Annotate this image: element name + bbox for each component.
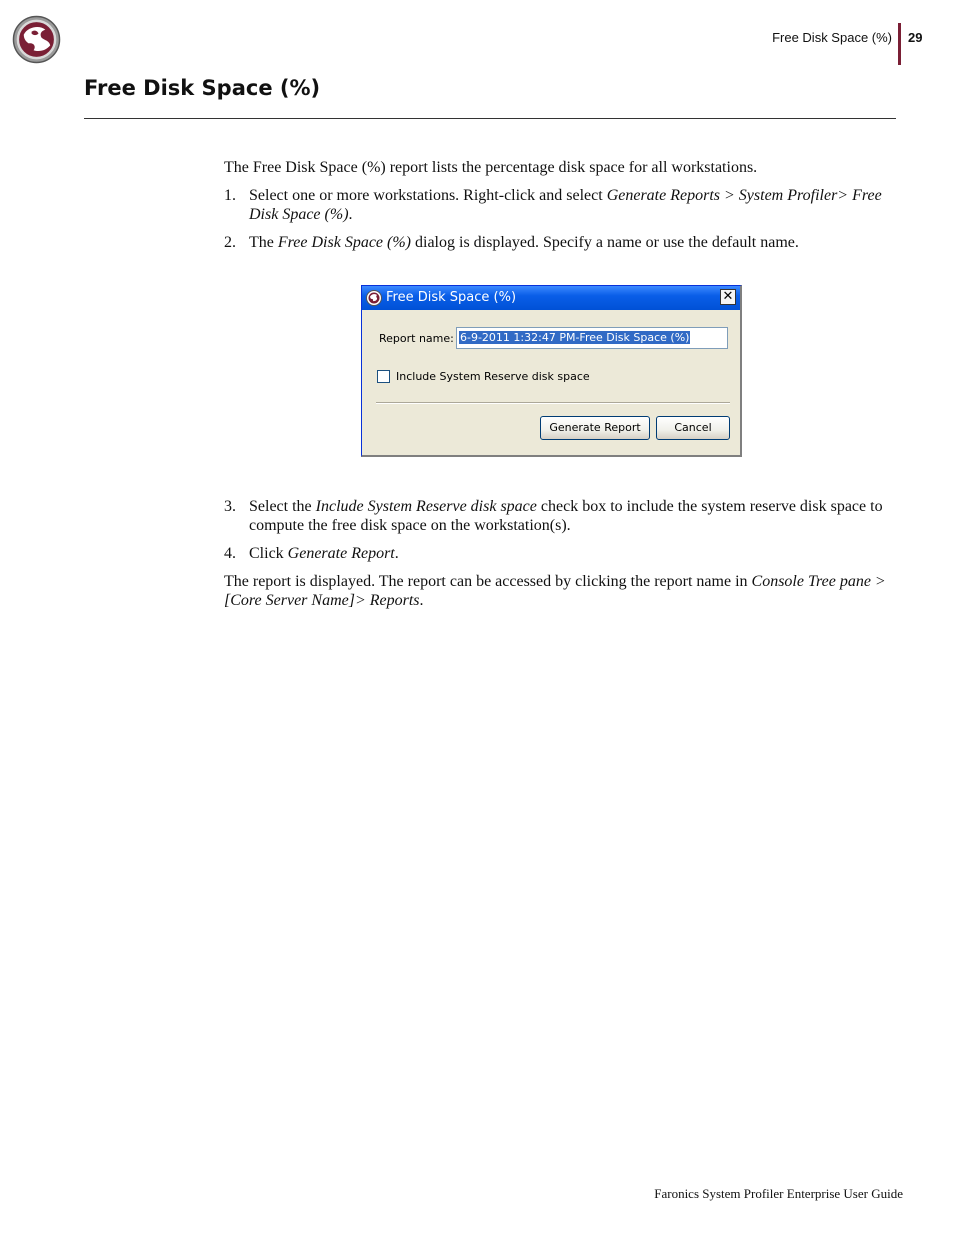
step-text: The bbox=[249, 234, 278, 251]
report-name-value: 6-9-2011 1:32:47 PM-Free Disk Space (%) bbox=[460, 331, 690, 344]
free-disk-space-dialog bbox=[361, 285, 742, 457]
step-text: . bbox=[348, 206, 353, 223]
dialog-title: Free Disk Space (%) bbox=[386, 290, 517, 305]
close-icon: ✕ bbox=[722, 289, 734, 304]
faronics-logo-icon bbox=[12, 15, 61, 64]
step-number: 3. bbox=[224, 498, 236, 515]
step-2 bbox=[224, 233, 896, 252]
report-name-label: Report name: bbox=[379, 332, 454, 345]
page-footer: Faronics System Profiler Enterprise User Guide bbox=[654, 1186, 903, 1201]
close-button[interactable] bbox=[720, 289, 736, 305]
closing-text: The report is displayed. The report can be accessed by clicking the report name in bbox=[224, 573, 752, 590]
page-title: Free Disk Space (%) bbox=[84, 76, 321, 100]
step-text: Select one or more workstations. Right-click and select bbox=[249, 187, 607, 204]
step-text: Select the bbox=[249, 498, 316, 515]
header-accent-bar bbox=[898, 23, 901, 65]
step-1 bbox=[224, 186, 896, 224]
report-name-input[interactable] bbox=[456, 327, 728, 349]
dialog-separator bbox=[376, 402, 730, 404]
title-divider bbox=[84, 118, 896, 119]
closing-text: . bbox=[419, 592, 424, 609]
closing-paragraph bbox=[224, 572, 896, 610]
step-number: 2. bbox=[224, 234, 236, 251]
page-number: 29 bbox=[908, 30, 923, 45]
dialog-titlebar[interactable] bbox=[362, 286, 740, 310]
step-text: check box to include the system reserve disk space to compute the free disk space on the workstation(s). bbox=[249, 498, 883, 534]
step-emphasis: Free Disk Space (%) bbox=[277, 234, 411, 251]
closing-emphasis: Console Tree pane > [Core Server Name]> Reports bbox=[224, 573, 886, 609]
step-emphasis: Include System Reserve disk space bbox=[315, 498, 537, 515]
step-4 bbox=[224, 544, 896, 563]
generate-report-button[interactable]: Generate Report bbox=[540, 416, 650, 440]
step-text: Click bbox=[249, 545, 288, 562]
intro-paragraph: The Free Disk Space (%) report lists the percentage disk space for all workstations. bbox=[224, 159, 758, 176]
step-emphasis: Generate Reports > System Profiler> Free Disk Space (%) bbox=[249, 187, 882, 223]
step-text: dialog is displayed. Specify a name or use the default name. bbox=[411, 234, 799, 251]
include-system-reserve-checkbox[interactable] bbox=[377, 370, 390, 383]
step-text: . bbox=[394, 545, 399, 562]
cancel-button[interactable]: Cancel bbox=[656, 416, 730, 440]
app-icon bbox=[366, 290, 382, 306]
step-number: 1. bbox=[224, 187, 236, 204]
step-3 bbox=[224, 497, 896, 535]
include-system-reserve-label[interactable]: Include System Reserve disk space bbox=[396, 370, 590, 383]
step-number: 4. bbox=[224, 545, 236, 562]
running-header-title: Free Disk Space (%) bbox=[772, 30, 892, 45]
step-emphasis: Generate Report bbox=[287, 545, 395, 562]
